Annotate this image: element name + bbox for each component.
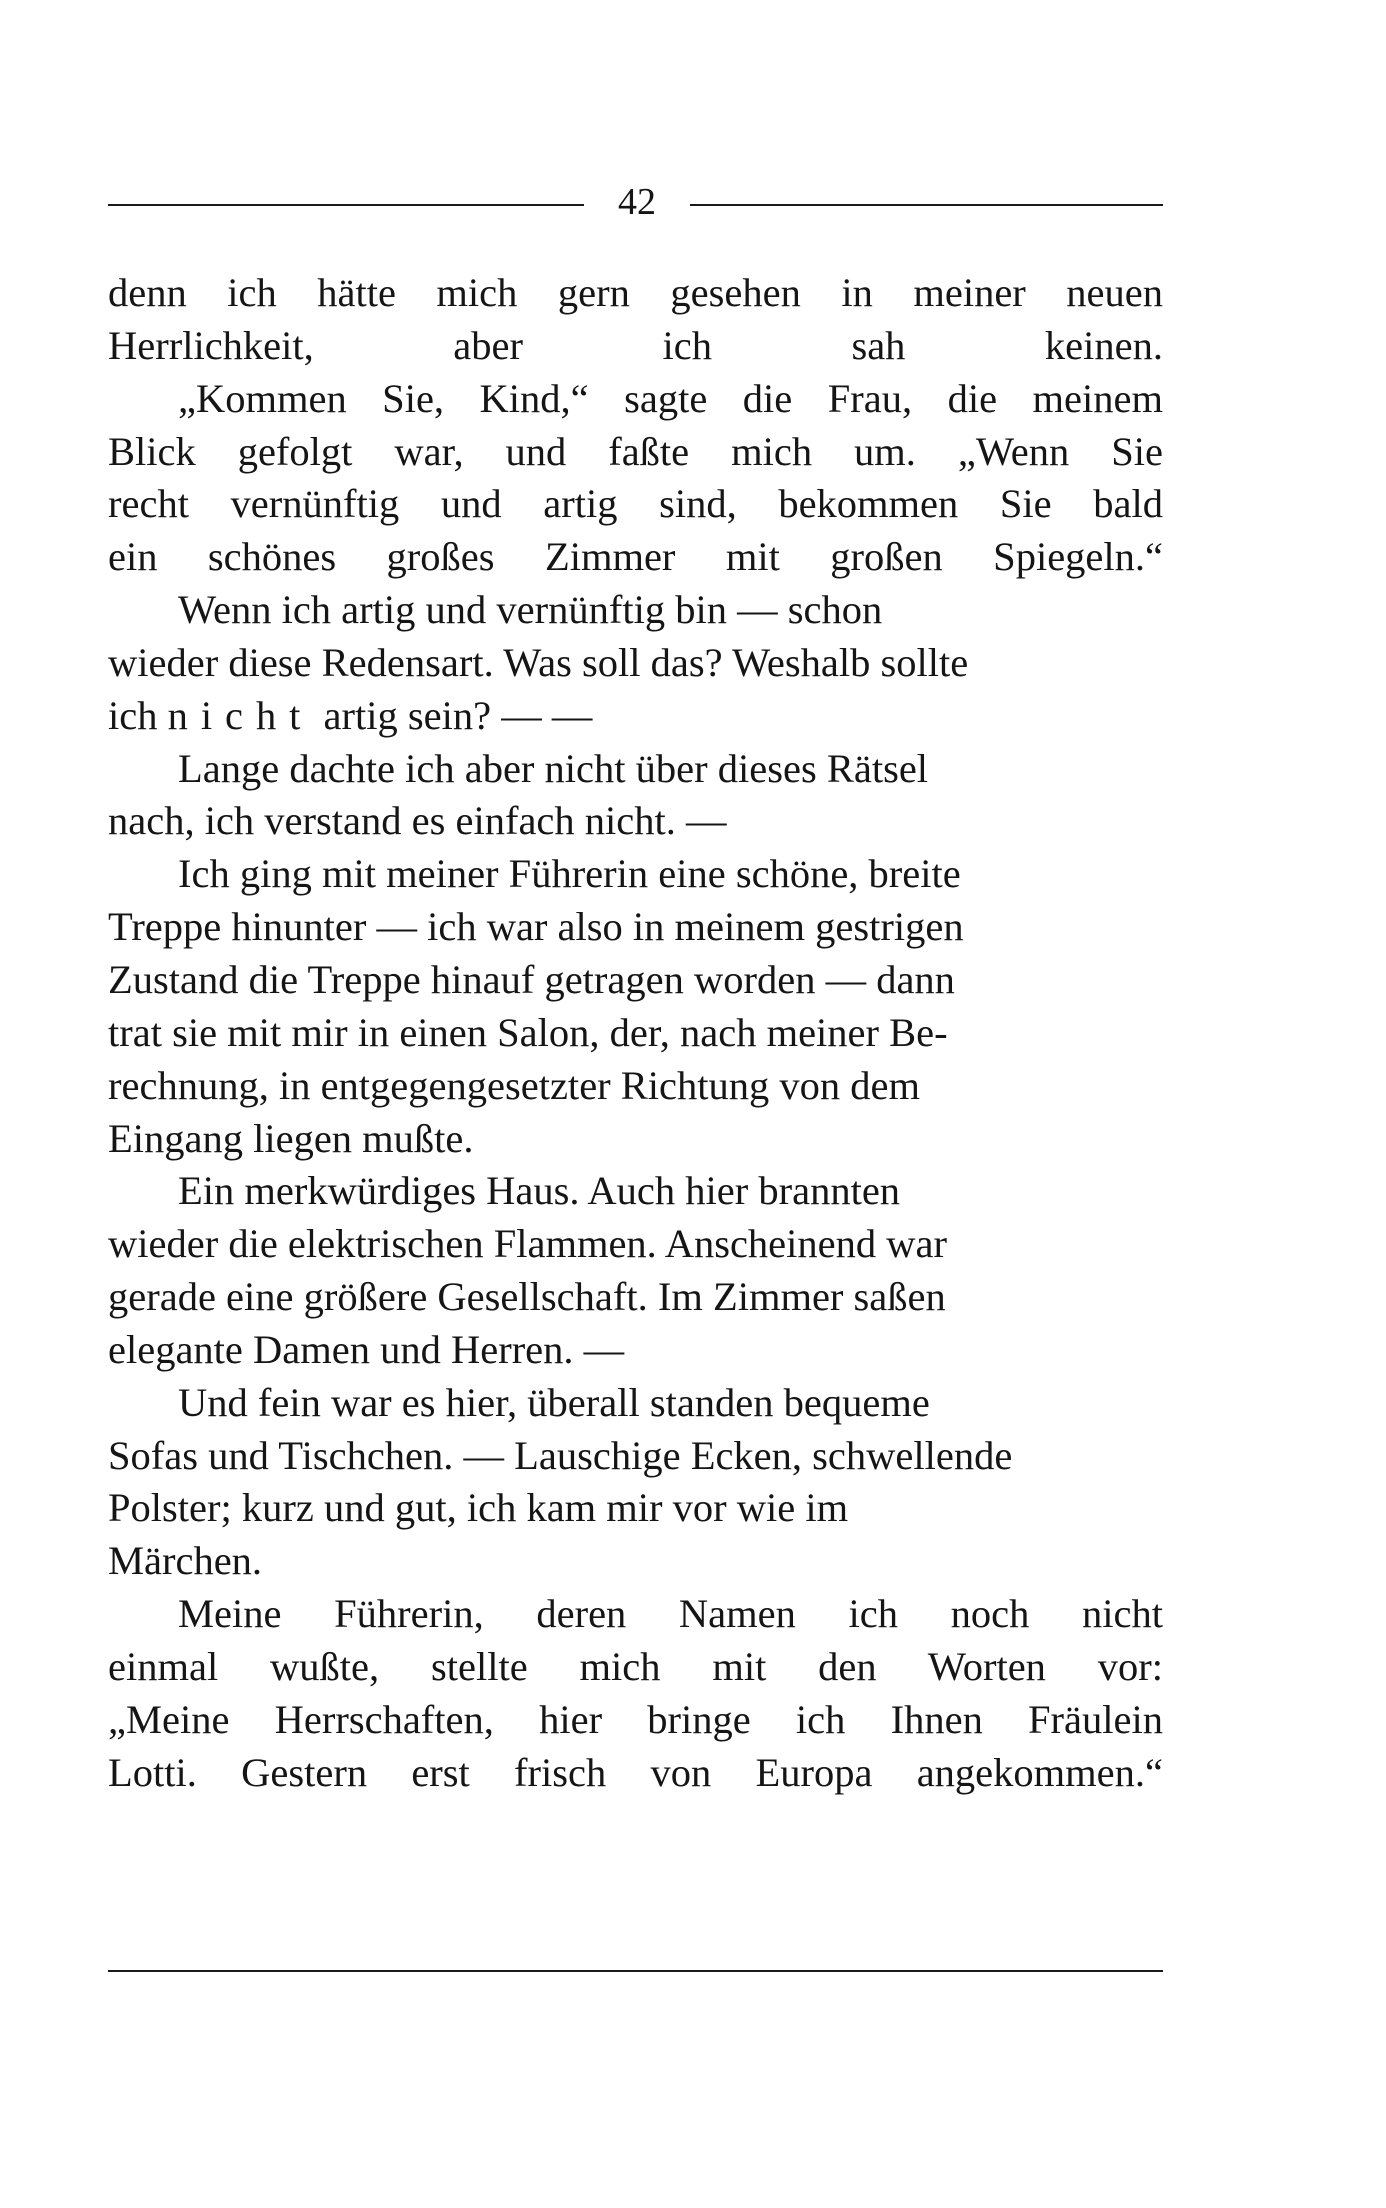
text-line: Lotti. Gestern erst frisch von Europa angekommen.“ bbox=[108, 1749, 1163, 1795]
text-line: Meine Führerin, deren Namen ich noch nicht bbox=[178, 1591, 1163, 1637]
text-line: Treppe hinunter — ich war also in meinem gestrigen bbox=[108, 904, 964, 950]
text-line: Ich ging mit meiner Führerin eine schöne, breite bbox=[178, 851, 961, 897]
text-line: Lange dachte ich aber nicht über dieses Rätsel bbox=[178, 745, 929, 791]
text-line: ein schönes großes Zimmer mit großen Spiegeln.“ bbox=[108, 534, 1163, 580]
text-line: wieder die elektrischen Flammen. Anscheinend war bbox=[108, 1221, 947, 1267]
text-line: trat sie mit mir in einen Salon, der, nach meiner Be- bbox=[108, 1009, 948, 1055]
page-header bbox=[108, 172, 1163, 232]
text-line: recht vernünftig und artig sind, bekommen Sie bald bbox=[108, 481, 1163, 527]
header-rule-right bbox=[690, 204, 1163, 206]
text-line: rechnung, in entgegengesetzter Richtung von dem bbox=[108, 1062, 920, 1108]
text-line: denn ich hätte mich gern gesehen in meiner neuen bbox=[108, 270, 1163, 315]
paragraph-3 bbox=[108, 584, 1163, 743]
text-line: Ein merkwürdiges Haus. Auch hier brannten bbox=[178, 1168, 901, 1214]
text-line: einmal wußte, stellte mich mit den Worten vor: bbox=[108, 1643, 1163, 1689]
text-line: Zustand die Treppe hinauf getragen worden — dann bbox=[108, 956, 955, 1002]
header-rule-left bbox=[108, 204, 584, 206]
text-line-after: artig sein? — — bbox=[313, 692, 593, 738]
text-line: wieder diese Redensart. Was soll das? Weshalb sollte bbox=[108, 639, 969, 685]
text-line: nach, ich verstand es einfach nicht. — bbox=[108, 798, 727, 844]
text-line: Und fein war es hier, überall standen bequeme bbox=[178, 1379, 930, 1425]
emphasized-word: nicht bbox=[167, 692, 314, 738]
text-line: Polster; kurz und gut, ich kam mir vor wie im bbox=[108, 1485, 849, 1531]
paragraph-5 bbox=[108, 848, 1163, 1165]
paragraph-1 bbox=[108, 267, 1163, 373]
body-text bbox=[108, 267, 1163, 1799]
text-line: Märchen. bbox=[108, 1538, 263, 1584]
text-line: Sofas und Tischchen. — Lauschige Ecken, schwellende bbox=[108, 1432, 1013, 1478]
page-number: 42 bbox=[618, 181, 656, 223]
text-line: elegante Damen und Herren. — bbox=[108, 1326, 625, 1372]
text-line: Herrlichkeit, aber ich sah keinen. bbox=[108, 322, 1163, 368]
text-line: „Meine Herrschaften, hier bringe ich Ihnen Fräulein bbox=[108, 1696, 1163, 1742]
paragraph-7 bbox=[108, 1377, 1163, 1588]
paragraph-8 bbox=[108, 1588, 1163, 1799]
paragraph-6 bbox=[108, 1165, 1163, 1376]
text-line: „Kommen Sie, Kind,“ sagte die Frau, die meinem bbox=[178, 375, 1163, 421]
text-line: Eingang liegen mußte. bbox=[108, 1115, 474, 1161]
footer-rule bbox=[108, 1970, 1163, 1972]
text-line-before: ich bbox=[108, 692, 168, 738]
paragraph-4 bbox=[108, 743, 1163, 849]
text-line: gerade eine größere Gesellschaft. Im Zimmer saßen bbox=[108, 1274, 946, 1320]
text-line: Blick gefolgt war, und faßte mich um. „Wenn Sie bbox=[108, 428, 1163, 474]
paragraph-2 bbox=[108, 373, 1163, 584]
text-line: Wenn ich artig und vernünftig bin — schon bbox=[178, 587, 883, 633]
